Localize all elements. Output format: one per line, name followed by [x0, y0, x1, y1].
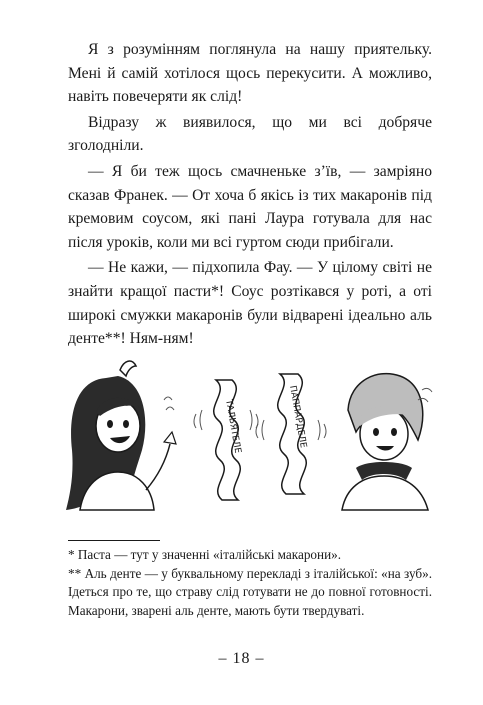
- paragraph: Відразу ж виявилося, що ми всі добряче зголодніли.: [68, 113, 432, 155]
- footnotes: [68, 546, 432, 620]
- footnote-separator: [68, 540, 160, 541]
- footnote: ** Аль денте — у буквальному перекладі з італійської: «на зуб». Ідеться про те, що страву слід готувати не до повної готовності. Макарони, зварені аль денте, мають бути твердуваті.: [68, 565, 432, 618]
- left-noodle-label: ТАЛЬЯТЕЛЕ: [223, 398, 243, 455]
- right-girl-figure: [342, 374, 432, 510]
- illustration-girls-with-pasta: [66, 360, 436, 530]
- right-noodle-label: ПАППАРДЕЛЕ: [287, 384, 308, 449]
- footnote: * Паста — тут у значенні «італійські макарони».: [68, 547, 342, 562]
- paragraph: — Я би теж щось смачненьке з’їв, — замріяно сказав Франек. — От хоча б якісь із тих макаронів під кремовим соусом, які пані Лаура готувала для нас після уроків, коли ми всі гуртом сюди прибігали.: [68, 162, 432, 251]
- body-text: [68, 38, 432, 351]
- page-number: – 18 –: [218, 650, 265, 667]
- paragraph: Я з розумінням поглянула на нашу приятельку. Мені й самій хотілося щось перекусити. А можливо, навіть повечеряти як слід!: [68, 41, 432, 106]
- paragraph: — Не кажи, — підхопила Фау. — У цілому світі не знайти кращої пасти*! Соус розтікався у роті, а оті широкі смужки макаронів були відварені ідеально аль денте**! Ням-ням!: [68, 259, 432, 348]
- left-noodle: [194, 380, 258, 500]
- left-girl-figure: [66, 361, 176, 510]
- right-noodle: [256, 374, 326, 494]
